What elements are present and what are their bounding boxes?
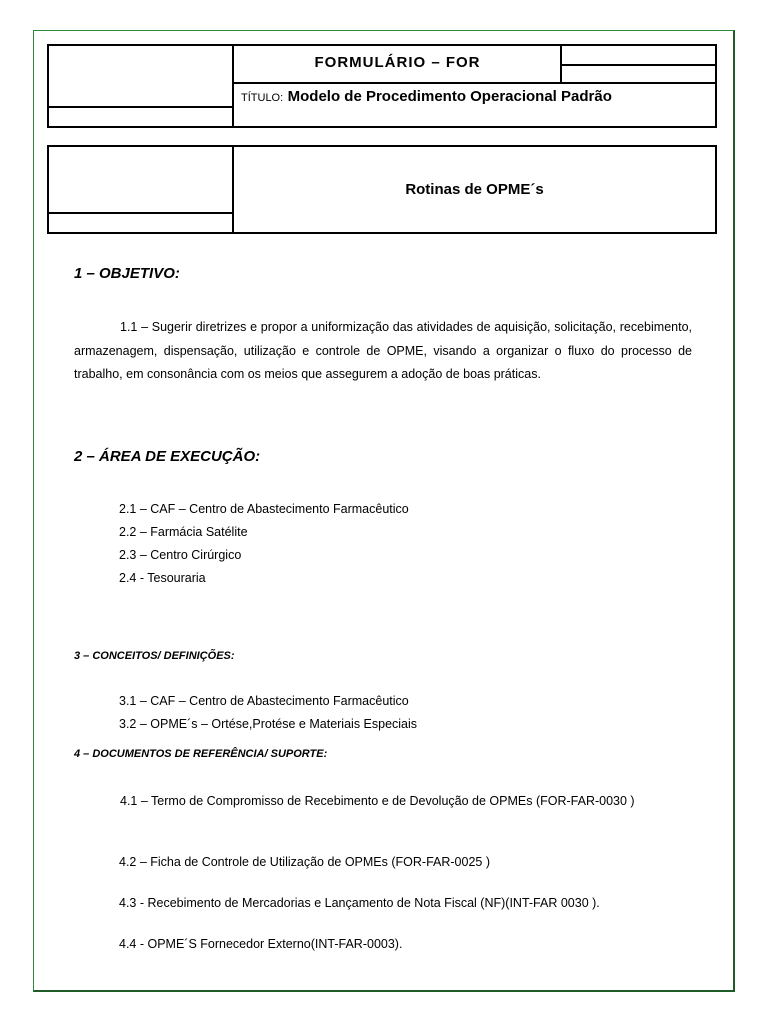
section-documentos-heading: 4 – DOCUMENTOS DE REFERÊNCIA/ SUPORTE: [74, 748, 328, 760]
section-objetivo-paragraph: 1.1 – Sugerir diretrizes e propor a uniformização das atividades de aquisição, solicitação, recebimento, armazenagem, dispensação, utilização e controle de OPME, visando a organizar o fluxo do processo de trabalho, em consonância com os meios que assegurem a adoção de boas práticas. [74, 320, 692, 381]
list-item: 2.3 – Centro Cirúrgico [119, 548, 242, 562]
section-area-heading: 2 – ÁREA DE EXECUÇÃO: [74, 448, 261, 465]
section-objetivo-heading: 1 – OBJETIVO: [74, 265, 180, 282]
list-item: 2.2 – Farmácia Satélite [119, 525, 248, 539]
subject-title: Rotinas de OPME´s [405, 181, 544, 198]
list-item: 3.1 – CAF – Centro de Abastecimento Farmacêutico [119, 694, 409, 708]
logo-cell [49, 46, 233, 106]
list-item: 4.1 – Termo de Compromisso de Recebimento e de Devolução de OPMEs (FOR-FAR-0030 ) [120, 794, 635, 808]
header-table [47, 44, 717, 128]
list-item: 2.4 - Tesouraria [119, 571, 206, 585]
subject-table [47, 145, 717, 234]
logo-sub-cell [49, 106, 233, 126]
code-cell-bottom [560, 64, 715, 84]
list-item: 2.1 – CAF – Centro de Abastecimento Farmacêutico [119, 502, 409, 516]
list-item: 4.4 - OPME´S Fornecedor Externo(INT-FAR-0003). [119, 937, 403, 951]
list-item: 4.2 – Ficha de Controle de Utilização de OPMEs (FOR-FAR-0025 ) [119, 855, 490, 869]
list-item: 3.2 – OPME´s – Ortése,Protése e Materiais Especiais [119, 717, 418, 731]
form-title: FORMULÁRIO – FOR [314, 54, 481, 71]
title-label: TÍTULO: [241, 92, 284, 104]
title-row [241, 88, 612, 106]
section-conceitos-heading: 3 – CONCEITOS/ DEFINIÇÕES: [74, 650, 235, 662]
form-info-cell [232, 46, 561, 82]
title-value: Modelo de Procedimento Operacional Padrão [287, 88, 612, 105]
subject-left-bottom [49, 212, 233, 232]
list-item: 4.3 - Recebimento de Mercadorias e Lançamento de Nota Fiscal (NF)(INT-FAR 0030 ). [119, 896, 600, 910]
subject-left-top [49, 147, 233, 213]
subject-cell [232, 147, 715, 232]
code-cell-top [560, 46, 715, 66]
